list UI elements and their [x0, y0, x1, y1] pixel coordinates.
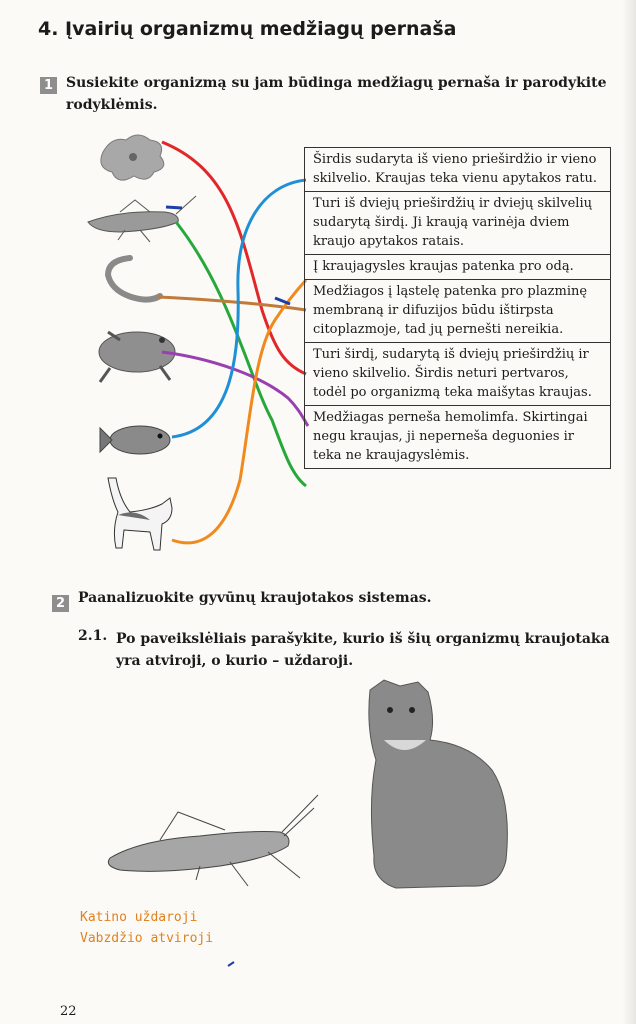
grasshopper-icon: [88, 196, 196, 242]
page-edge-shadow: [622, 0, 636, 1024]
subtask-instruction: Po paveikslėliais parašykite, kurio iš šių organizmų kraujotaka yra atviroji, o kurio – uždaroji.: [116, 631, 610, 669]
description-cell: Medžiagos į ląstelę patenka pro plazminę membraną ir difuzijos būdu ištirpsta citoplazmoje, tad jų pernešti nereikia.: [305, 280, 610, 343]
cat-icon: [108, 478, 172, 550]
page-number: 22: [60, 1004, 77, 1019]
grasshopper-illustration: [108, 795, 318, 886]
task-2-instruction: Paanalizuokite gyvūnų kraujotakos sistemas.: [78, 590, 432, 606]
description-table: [304, 147, 611, 469]
pen-mark: [228, 962, 234, 966]
fish-icon: [100, 426, 170, 454]
earthworm-icon: [108, 258, 160, 300]
task-1-number-badge: 1: [40, 77, 57, 94]
description-cell: Turi širdį, sudarytą iš dviejų prieširdžių ir vieno skilvelio. Širdis neturi pertvaros, todėl po organizmą teka maišytas kraujas.: [305, 343, 610, 406]
description-cell: Turi iš dviejų prieširdžių ir dviejų skilvelių sudarytą širdį. Ji kraują varinėja dviem kraujo apytakos ratais.: [305, 192, 610, 255]
section-title: 4. Įvairių organizmų medžiagų pernaša: [38, 18, 457, 40]
task-1-instruction: Susiekite organizmą su jam būdinga medžiagų pernaša ir parodykite rodyklėmis.: [66, 75, 607, 113]
amoeba-icon: [101, 135, 164, 180]
frog-icon: [99, 332, 175, 382]
task-2-number-badge: 2: [52, 595, 69, 612]
line-amoeba: [162, 142, 306, 374]
subtask-number: 2.1.: [78, 628, 108, 644]
description-cell: Medžiagas perneša hemolimfa. Skirtingai negu kraujas, ji neperneša deguonies ir teka ne kraujagyslėmis.: [313, 410, 588, 463]
answer-cat: Katino uždaroji: [80, 910, 198, 925]
arrow-mark-blue: [166, 207, 290, 304]
description-cell: Širdis sudaryta iš vieno prieširdžio ir vieno skilvelio. Kraujas teka vienu apytakos ratu.: [305, 148, 610, 192]
description-cell: Į kraujagysles kraujas patenka pro odą.: [305, 255, 610, 280]
line-grasshopper: [176, 222, 306, 486]
cat-illustration: [369, 680, 508, 888]
answer-insect: Vabzdžio atviroji: [80, 931, 214, 946]
